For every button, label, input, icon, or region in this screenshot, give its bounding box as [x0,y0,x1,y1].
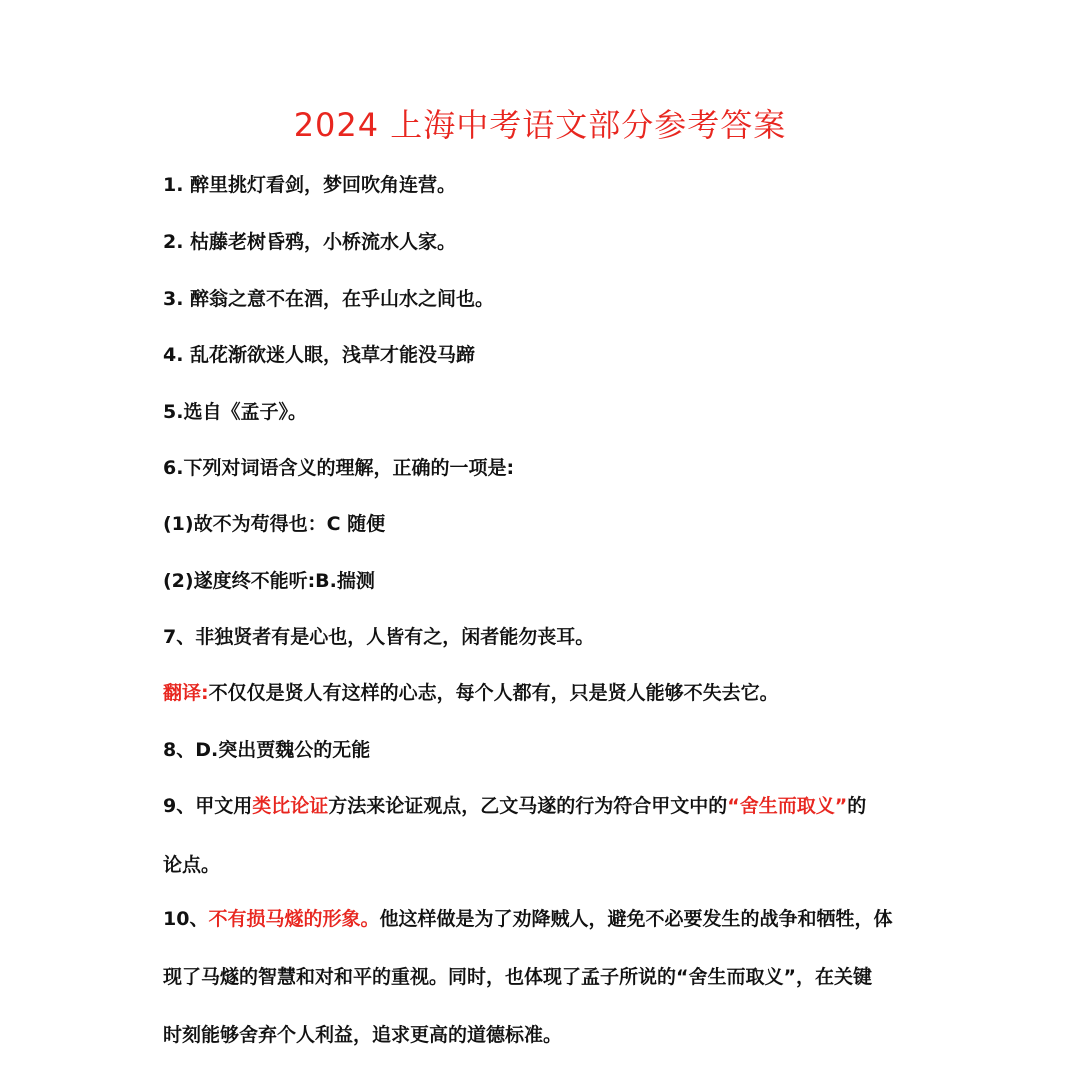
answer-10-highlight: 不有损马燧的形象。 [208,908,380,930]
answer-4: 4. 乱花渐欲迷人眼，浅草才能没马蹄 [163,344,476,366]
answer-9-suffix: 的 [847,795,867,817]
answer-6-1: (1)故不为苟得也：C 随便 [163,513,386,535]
answer-6-2: (2)遂度终不能听:B.揣测 [163,570,375,592]
answer-9-highlight-quote: “舍生而取义” [727,795,848,817]
page-title: 2024 上海中考语文部分参考答案 [293,106,787,144]
answer-10-text: 他这样做是为了劝降贼人，避免不必要发生的战争和牺牲，体 [379,908,893,930]
answer-2: 2. 枯藤老树昏鸦，小桥流水人家。 [163,231,457,253]
answer-9-prefix: 9、甲文用 [163,795,253,817]
answer-5: 5.选自《孟子》。 [163,401,307,423]
answer-8: 8、D.突出贾魏公的无能 [163,739,371,761]
answer-10-prefix: 10、 [163,908,209,930]
answer-7-translation [163,678,779,705]
answer-7: 7、非独贤者有是心也，人皆有之，闲者能勿丧耳。 [163,626,595,648]
answer-9 [163,791,866,818]
answer-1: 1. 醉里挑灯看剑，梦回吹角连营。 [163,174,457,196]
answer-10-line-2: 现了马燧的智慧和对和平的重视。同时，也体现了孟子所说的“舍生而取义”，在关键 [163,966,872,988]
translation-label: 翻译: [163,682,209,704]
answer-9-highlight-method: 类比论证 [252,795,329,817]
answer-6-prompt: 6.下列对词语含义的理解，正确的一项是: [163,457,515,479]
answer-10 [163,904,892,931]
answer-9-middle: 方法来论证观点，乙文马遂的行为符合甲文中的 [328,795,728,817]
answer-10-line-3: 时刻能够舍弃个人利益，追求更高的道德标准。 [163,1024,563,1046]
answer-9-continued: 论点。 [163,854,221,876]
translation-text: 不仅仅是贤人有这样的心志，每个人都有，只是贤人能够不失去它。 [208,682,779,704]
answer-3: 3. 醉翁之意不在酒，在乎山水之间也。 [163,288,495,310]
